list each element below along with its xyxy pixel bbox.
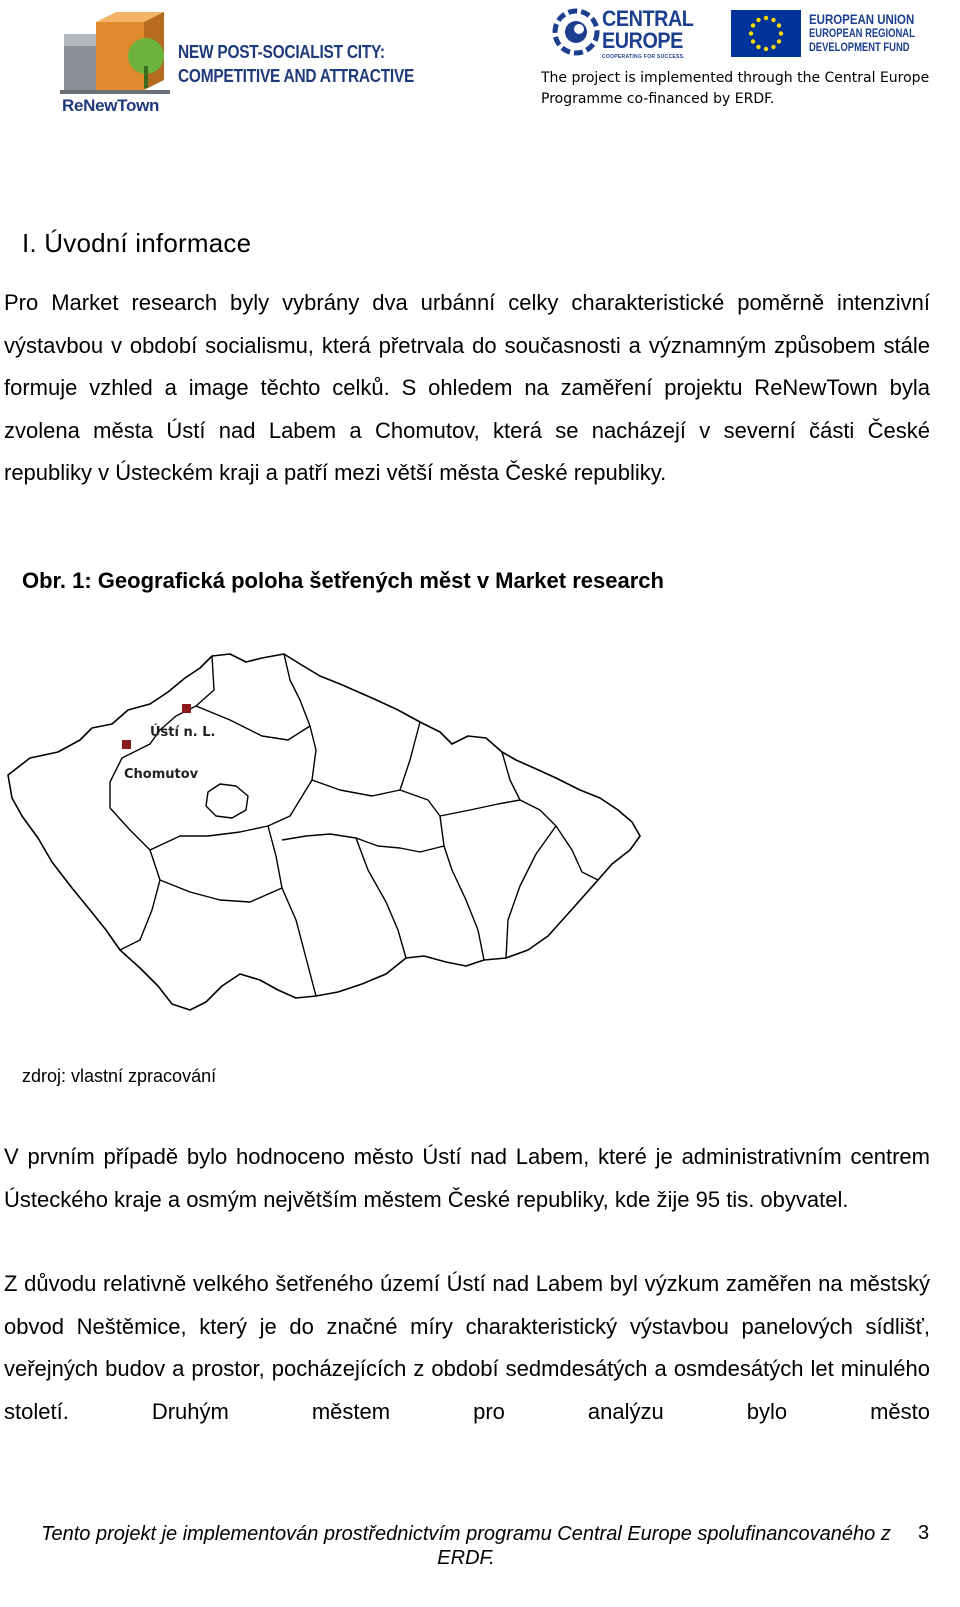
central-europe-logo: [552, 8, 712, 60]
renewtown-logo: [60, 8, 415, 116]
logo-brand: ReNewTown: [62, 96, 160, 115]
central-word: CENTRAL: [602, 6, 694, 31]
paragraph-2: V prvním případě bylo hodnoceno město Ústí nad Labem, které je administrativním centrem Ústeckého kraje a osmým největším městem České republiky, kde žije 95 tis. obyvatel.: [4, 1144, 930, 1212]
czech-regions-map: [0, 640, 660, 1040]
page-number: 3: [918, 1522, 930, 1544]
figure-source: zdroj: vlastní zpracování: [22, 1066, 217, 1086]
header-note-line-1: The project is implemented through the Central Europe: [541, 70, 930, 86]
eu-flag-icon: [731, 10, 801, 57]
eu-line-1: EUROPEAN UNION: [809, 11, 915, 27]
paragraph-3: Z důvodu relativně velkého šetřeného území Ústí nad Labem byl výzkum zaměřen na městský obvod Neštěmice, který je do značné míry charakteristický výstavbou panelových sídlišť, veřejných budov a prostor, pocházejících z období sedmdesátých a osmdesátých let minulého století. Druhým městem pro analýzu bylo město: [4, 1271, 930, 1424]
usti-marker: [182, 704, 191, 713]
cooperating-tagline: COOPERATING FOR SUCCESS.: [602, 54, 685, 60]
eu-text: [809, 12, 938, 55]
renewtown-buildings-icon: [60, 8, 178, 98]
section-heading: I. Úvodní informace: [22, 228, 252, 258]
logo-tagline-2: COMPETITIVE AND ATTRACTIVE: [178, 66, 415, 86]
paragraph-1: Pro Market research byly vybrány dva urbánní celky charakteristické poměrně intenzivní výstavbou v období socialismu, která přetrvala do současnosti a významným způsobem stále formuje vzhled a image těchto celků. S ohledem na zaměření projektu ReNewTown byla zvolena města Ústí nad Labem a Chomutov, která se nacházejí v severní části České republiky v Ústeckém kraji a patří mezi větší města České republiky.: [4, 290, 930, 485]
country-outline: [8, 654, 640, 1010]
eu-line-3: DEVELOPMENT FUND: [809, 42, 910, 54]
header-note-line-2: Programme co-financed by ERDF.: [541, 91, 775, 107]
eu-line-2: EUROPEAN REGIONAL: [809, 28, 915, 40]
footer-text: Tento projekt je implementován prostřednictvím programu Central Europe spolufinancovaného z ERDF.: [41, 1523, 891, 1569]
logo-tagline-1: NEW POST-SOCIALIST CITY:: [178, 42, 385, 62]
eu-logo: [731, 10, 915, 58]
chomutov-label: Chomutov: [124, 767, 199, 782]
header-note: [541, 68, 929, 110]
central-europe-emblem-icon: [552, 8, 600, 56]
chomutov-marker: [122, 740, 131, 749]
usti-label: Ústí n. L.: [150, 725, 216, 740]
europe-word: EUROPE: [602, 28, 683, 53]
figure-caption: Obr. 1: Geografická poloha šetřených měst v Market research: [22, 568, 664, 593]
